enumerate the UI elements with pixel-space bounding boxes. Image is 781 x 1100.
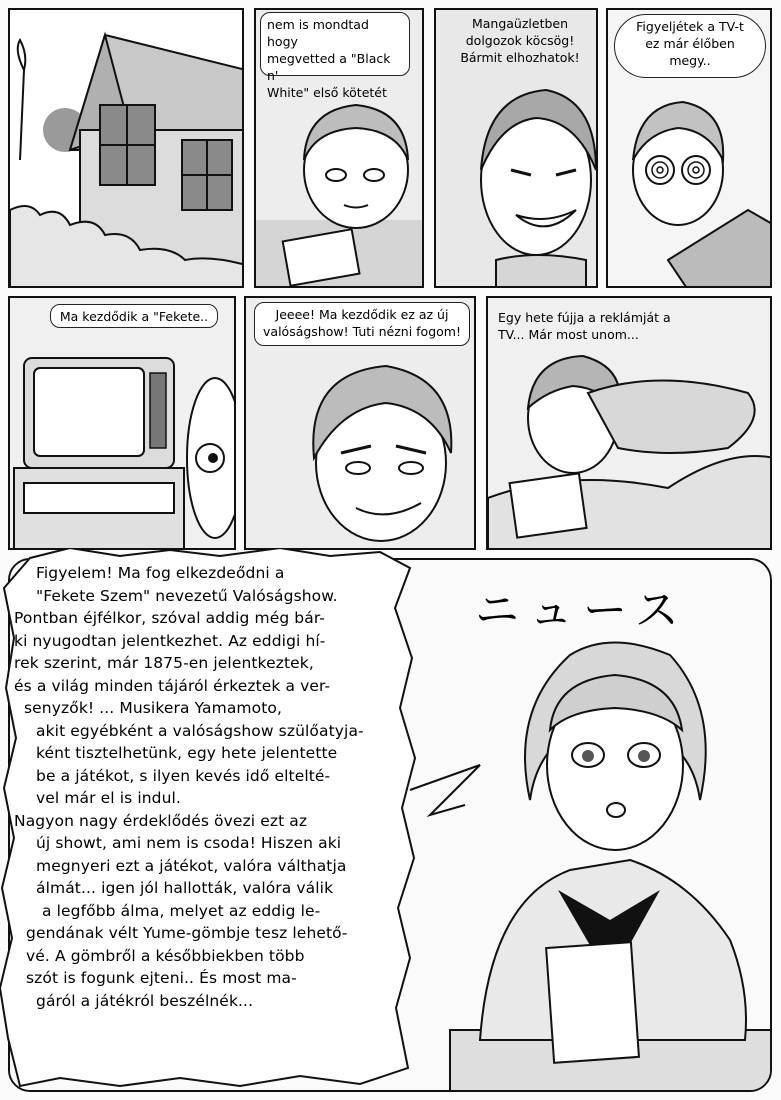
narration-line: Nagyon nagy érdeklődés övezi ezt az (14, 811, 308, 830)
panel-boy-reading (254, 8, 424, 288)
speech-bubble-p5 (50, 304, 218, 328)
bubble-line: ez már élőben (645, 36, 735, 51)
narration-line: és a világ minden tájáról érkeztek a ver- (14, 676, 331, 695)
speech-bubble-p3 (444, 12, 596, 74)
narration-line: Pontban éjfélkor, szóval addig még bár- (14, 609, 326, 627)
bubble-line: White" első kötetét (267, 85, 387, 100)
narration-line: rek szerint, már 1875-en jelentkeztek, (14, 654, 314, 672)
bubble-line: Egy hete fújja a reklámját a (498, 310, 671, 325)
narration-line: gáról a játékról beszélnék... (36, 991, 254, 1010)
bubble-line: Jeeee! Ma kezdődik ez az új (275, 307, 449, 322)
panel-grinning-girl (434, 8, 598, 288)
bubble-line: megvetted a "Black n' (267, 51, 391, 83)
narration-line: akit egyébként a valóságshow szülőatyja- (36, 721, 364, 740)
panel-house (8, 8, 244, 288)
news-heading: ニュース (475, 585, 689, 636)
bubble-line: Bármit elhozhatok! (460, 50, 580, 65)
bubble-line: dolgozok köcsög! (465, 33, 575, 48)
narration-line: vel már el is indul. (36, 789, 181, 807)
house-illustration (10, 10, 244, 288)
narration-line: szót is fogunk ejteni.. És most ma- (26, 969, 297, 987)
bubble-line: megy.. (669, 53, 711, 68)
narration-line: gendának vélt Yume-gömbje tesz lehető- (26, 924, 348, 942)
panel-tv (8, 296, 236, 550)
narration-line: Figyelem! Ma fog elkezdeődni a (36, 564, 285, 582)
narration-line: új showt, ami nem is csoda! Hiszen aki (36, 834, 342, 852)
bubble-line: Ma kezdődik a "Fekete.. (59, 309, 209, 324)
narration-line: vé. A gömbről a későbbiekben több (26, 946, 305, 965)
bubble-line: Figyeljétek a TV-t (636, 19, 744, 34)
speech-bubble-p2 (260, 12, 410, 100)
narration-line: megnyeri ezt a játékot, valóra válthatja (36, 856, 347, 875)
panel-jeeee (244, 296, 476, 550)
narration-line: ként tisztelhetünk, egy hete jelentette (36, 744, 338, 762)
news-narration (14, 562, 414, 1012)
tv-illustration (10, 298, 236, 550)
bubble-line: valóságshow! Tuti nézni fogom! (263, 324, 461, 339)
narration-line: "Fekete Szem" nevezetű Valóságshow. (36, 586, 338, 605)
narration-line: a legfőbb álma, melyet az eddig le- (42, 901, 321, 920)
speech-bubble-p4 (614, 14, 766, 78)
speech-bubble-p6 (254, 302, 470, 346)
bubble-line: Mangaüzletben (471, 16, 569, 31)
narration-line: álmát... igen jól hallották, valóra válik (36, 879, 334, 897)
narration-line: ki nyugodtan jelentkezhet. Az eddigi hí- (14, 631, 326, 650)
panel-bored (486, 296, 772, 550)
speech-bubble-p7 (492, 306, 722, 348)
narration-line: senyzők! ... Musikera Yamamoto, (24, 699, 282, 717)
bubble-line: nem is mondtad hogy (267, 17, 369, 49)
narration-line: be a játékot, s ilyen kevés idő eltelté- (36, 766, 331, 785)
bubble-line: TV... Már most unom... (498, 327, 639, 342)
panel-glasses-kid (606, 8, 772, 288)
